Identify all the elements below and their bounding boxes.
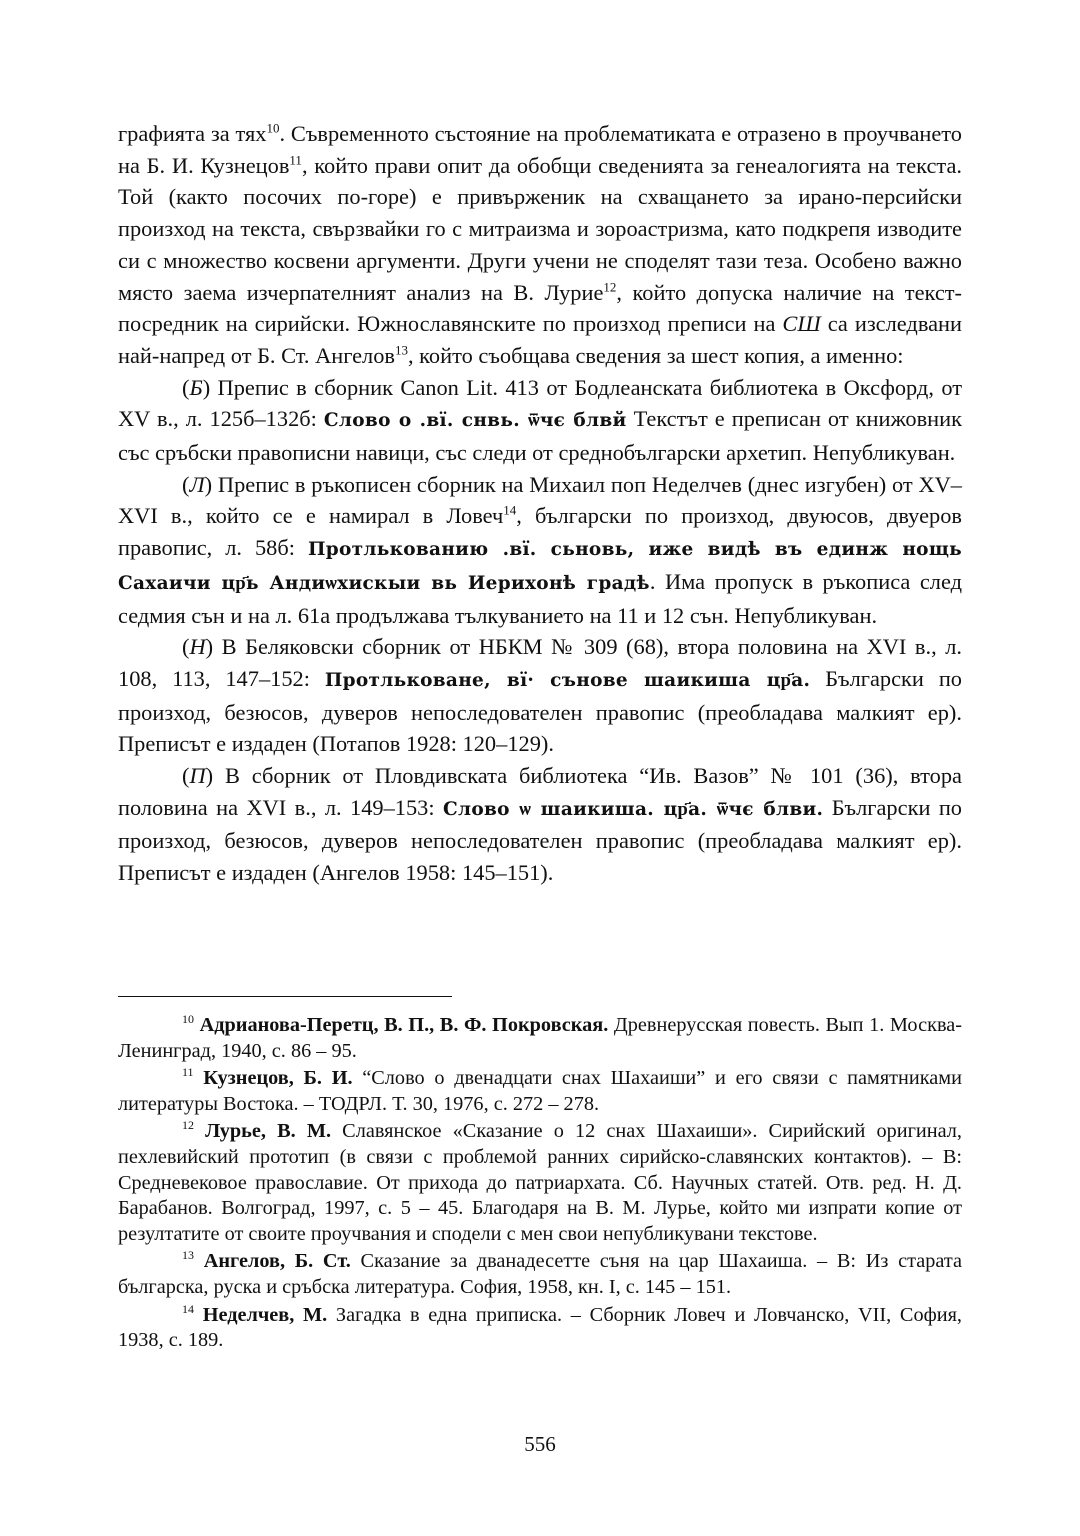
footnote-ref[interactable]: 12 [603, 279, 617, 295]
siglum: П [189, 763, 206, 789]
paragraph-copy-p: (П) В сборник от Пловдивската библиотека “Ив. Вазов” № 101 (36), втора половина на XVI в., л. 149–153: Слово ѡ шаикиша. цр҃а. ѿчє блви. Български по произход, безюсов, дуверов непоследователен правопис (преобладава малкият ер). Преписът е издаден (Ангелов 1958: 145–151). [118, 763, 963, 886]
footnote-number: 12 [182, 1118, 194, 1133]
footnote-number: 11 [182, 1065, 194, 1080]
siglum: Б [189, 374, 203, 400]
footnote-author: Неделчев, М. [202, 1303, 328, 1326]
footnote-number: 13 [182, 1248, 194, 1263]
old-slavonic-title: Протльковане, вї· сънове шаикиша цр҃а. [324, 669, 811, 691]
footnote: $^{13}$ Ангелов, Б. Ст. Сказание за дванадесетте съня на цар Шахаиша. – В: Из старата българска, руска и сръбска литература. София, 1958, кн. I, с. 145 – 151. [118, 1248, 962, 1298]
footnote: $^{12}$ Лурье, В. М. Славянское «Сказание о 12 снах Шахаиши». Сирийский оригинал, пехлевийский прототип (в связи с проблемой ранних сирийско-славянских контактов). – В: Средневековое православие. От прихода до патриархата. Сб. Научных статей. Отв. ред. Н. Д. Барабанов. Волгоград, 1997, с. 5 – 45. Благодаря на В. М. Лурье, който ми изпрати копие от резултатите от своите проучвания и сподели с мен свои непубликувани текстове. [118, 1118, 962, 1245]
footnote-author: Кузнецов, Б. И. [203, 1067, 353, 1090]
footnote-number: 14 [182, 1301, 194, 1316]
old-slavonic-title: Слово о .вї. снвь. ѿчє блвй [323, 410, 627, 432]
paragraph-intro: графията за тях$^{10}$. Съвременното състояние на проблематиката е отразено в проучването на Б. И. Кузнецов$^{11}$, който прави опит да обобщи сведенията за генеалогията на текста. Той (както посочих по-горе) е привърженик на схващането за ирано-персийски произход на текста, свързвайки го с митраизма и зороастризма, като подкрепя изводите си с множество косвени аргументи. Други учени не споделят тази теза. Особено важно място заема изчерпателният анализ на В. Лурие$^{12}$, който допуска наличие на текст-посредник на сирийски. Южнославянските по произход преписи на СШ са изследвани най-напред от Б. Ст. Ангелов$^{13}$, който съобщава сведения за шест копия, а именно: [118, 120, 963, 368]
footnote: $^{14}$ Неделчев, М. Загадка в една приписка. – Сборник Ловеч и Ловчанско, VII, София, 1938, с. 189. [118, 1301, 962, 1352]
footnote-ref[interactable]: 10 [266, 120, 280, 136]
siglum: Л [189, 471, 205, 497]
footnote-ref[interactable]: 14 [503, 502, 517, 518]
abbreviation: СШ [782, 311, 821, 337]
footnote-ref[interactable]: 11 [289, 152, 302, 168]
page-number: 556 [524, 1432, 556, 1456]
old-slavonic-title: Протлькованию .вї. сьновь, иже видѣ въ единж нощь Сахаичи цр҃ь Андиѡхискыи вь Иерихонѣ градѣ [118, 539, 962, 594]
siglum: Н [189, 634, 206, 660]
footnote-number: 10 [182, 1012, 194, 1027]
footnote-author: Ангелов, Б. Ст. [203, 1250, 351, 1273]
paragraph-copy-n: (Н) В Беляковски сборник от НБКМ № 309 (68), втора половина на XVI в., л. 108, 113, 147–152: Протльковане, вї· сънове шаикиша цр҃а. Български по произход, безюсов, дуверов непоследователен правопис (преобладава малкият ер). Преписът е издаден (Потапов 1928: 120–129). [118, 634, 963, 757]
main-text [118, 118, 962, 889]
old-slavonic-title: Слово ѡ шаикиша. цр҃а. ѿчє блви. [443, 798, 824, 820]
footnote-separator [118, 996, 452, 997]
footnotes [118, 1013, 962, 1356]
footnote-ref[interactable]: 13 [394, 342, 408, 358]
paragraph-copy-b: (Б) Препис в сборник Canon Lit. 413 от Бодлеанската библиотека в Оксфорд, от XV в., л. 125б–132б: Слово о .вї. снвь. ѿчє блвй Текстът е преписан от книжовник със сръбски правописни навици, със следи от среднобългарски архетип. Непубликуван. [118, 374, 962, 466]
paragraph-copy-l: (Л) Препис в ръкописен сборник на Михаил поп Неделчев (днес изгубен) от XV–XVI в., който се е намирал в Ловеч$^{14}$, български по произход, двуюсов, двуеров правопис, л. 58б: Протлькованию .вї. сьновь, иже видѣ въ единж нощь Сахаичи цр҃ь Андиѡхискыи вь Иерихонѣ градѣ. Има пропуск в ръкописа след седмия сън и на л. 61а продължава тълкуванието на 11 и 12 сън. Непубликуван. [118, 471, 962, 628]
footnote: $^{10}$ Адрианова-Перетц, В. П., В. Ф. Покровская. Древнерусская повесть. Вып 1. Москва-Ленинград, 1940, с. 86 – 95. [118, 1012, 963, 1062]
footnote: $^{11}$ Кузнецов, Б. И. “Слово о двенадцати снах Шахаиши” и его связи с памятниками литературы Востока. – ТОДРЛ. Т. 30, 1976, с. 272 – 278. [118, 1065, 962, 1115]
footnote-author: Адрианова-Перетц, В. П., В. Ф. Покровская. [199, 1014, 609, 1036]
footnote-author: Лурье, В. М. [205, 1120, 332, 1143]
